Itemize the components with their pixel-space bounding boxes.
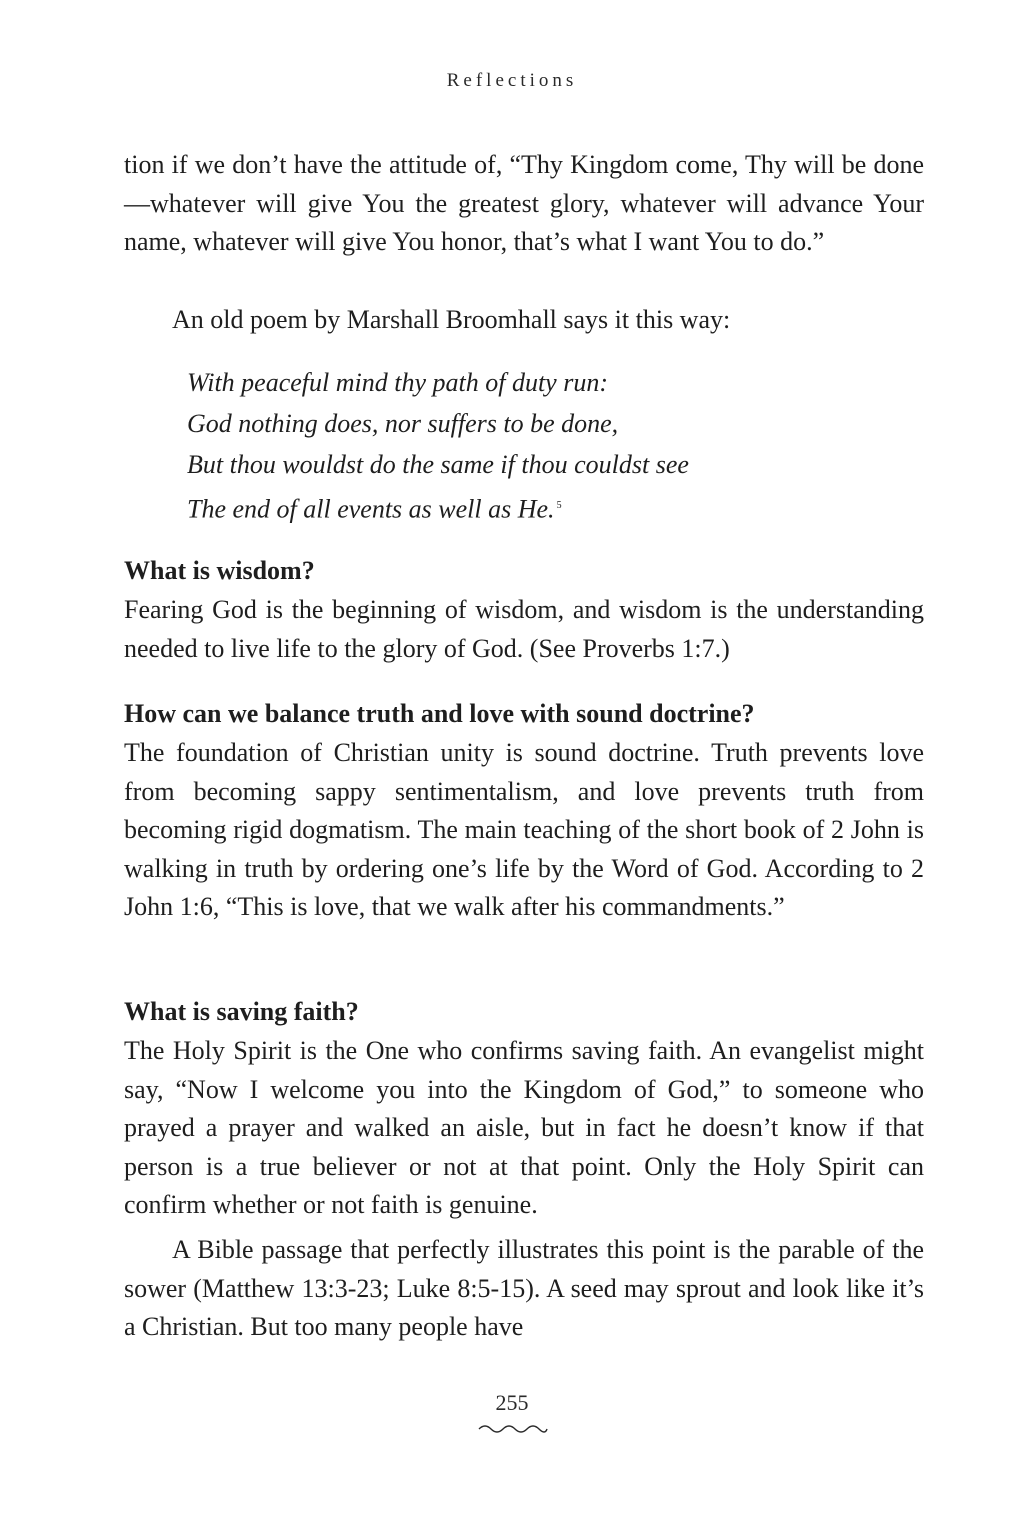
section-heading-wisdom: What is wisdom? — [124, 556, 315, 585]
poem-line: With peaceful mind thy path of duty run: — [187, 368, 608, 397]
section-heading-saving-faith: What is saving faith? — [124, 997, 359, 1026]
footnote-marker: 5 — [556, 500, 562, 511]
section-continuation-saving-faith: A Bible passage that perfectly illustrates this point is the parable of the sower (Matthew 13:3-23; Luke 8:5-15). A seed may sprout and look like it’s a Christian. But too many people have — [124, 1235, 924, 1342]
section-heading-truth-love: How can we balance truth and love with sound doctrine? — [124, 699, 755, 728]
poem-line-text: The end of all events as well as He. — [187, 494, 555, 524]
opening-paragraph: tion if we don’t have the attitude of, “Thy Kingdom come, Thy will be done—whatever will give You the greatest glory, whatever will advance Your name, whatever will give You honor, that’s what I want You to do.” — [124, 150, 924, 257]
section-answer-truth-love: The foundation of Christian unity is sound doctrine. Truth prevents love from becoming sappy sentimentalism, and love prevents truth from becoming rigid dogmatism. The main teaching of the short book of 2 John is walking in truth by ordering one’s life by the Word of God. According to 2 John 1:6, “This is love, that we walk after his commandments.” — [124, 738, 924, 922]
poem-block — [187, 362, 887, 530]
poem-line: God nothing does, nor suffers to be done, — [187, 409, 619, 438]
poem-line: But thou wouldst do the same if thou couldst see — [187, 450, 689, 479]
running-head: Reflections — [446, 70, 578, 91]
wave-ornament-icon — [477, 1422, 549, 1436]
section-answer-wisdom: Fearing God is the beginning of wisdom, and wisdom is the understanding needed to live life to the glory of God. (See Proverbs 1:7.) — [124, 595, 924, 663]
poem-intro-paragraph: An old poem by Marshall Broomhall says it this way: — [172, 305, 731, 334]
page-number: 255 — [495, 1390, 529, 1415]
section-answer-saving-faith: The Holy Spirit is the One who confirms saving faith. An evangelist might say, “Now I welcome you into the Kingdom of God,” to someone who prayed a prayer and walked an aisle, but in fact he doesn’t know if that person is a true believer or not at that point. Only the Holy Spirit can confirm whether or not faith is genuine. — [124, 1036, 924, 1220]
poem-line-last — [187, 485, 887, 530]
